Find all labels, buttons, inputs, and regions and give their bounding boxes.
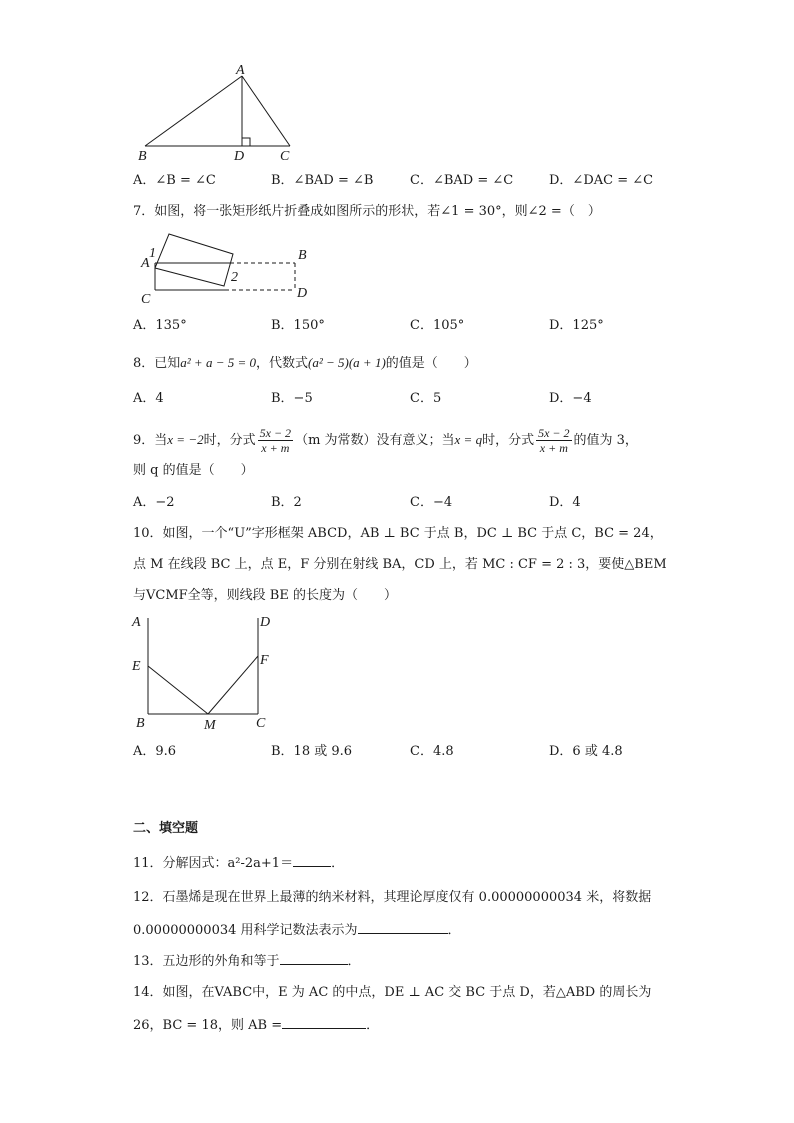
q14-question-line2: 26，BC = 18，则 AB = ． <box>133 1014 379 1036</box>
label-e: E <box>132 659 141 674</box>
q6-option-a[interactable]: A．∠B = ∠C <box>133 173 216 188</box>
q10-option-c[interactable]: C．4.8 <box>410 744 454 759</box>
q8-equation: a² + a − 5 = 0 <box>180 355 256 370</box>
label-angle-1: 1 <box>149 246 156 261</box>
q10-option-d[interactable]: D．6 或 4.8 <box>549 744 623 759</box>
label-c: C <box>280 149 290 164</box>
q7-option-a[interactable]: A．135° <box>133 318 187 333</box>
q6-option-d[interactable]: D．∠DAC = ∠C <box>549 173 654 188</box>
label-a: A <box>236 63 245 78</box>
q12-answer-blank[interactable] <box>358 919 448 934</box>
label-a: A <box>132 615 141 630</box>
q10-question-line2: 点 M 在线段 BC 上，点 E，F 分别在射线 BA，CD 上，若 MC : CF = 2 : 3，要使△BEM <box>133 557 667 572</box>
q9-fraction-2: $\frac{5x - 2}{x + m}$ <box>538 426 570 455</box>
q12-question-line2: 0.00000000034 用科学记数法表示为 ． <box>133 919 461 941</box>
q10-question-line1: 10．如图，一个“U”字形框架 ABCD，AB ⊥ BC 于点 B，DC ⊥ BC 于点 C，BC = 24， <box>133 526 663 541</box>
q9-fraction-1: $\frac{5x - 2}{x + m}$ <box>259 426 292 455</box>
label-c: C <box>256 716 266 731</box>
q10-option-a[interactable]: A．9.6 <box>133 744 177 759</box>
label-c: C <box>141 292 151 307</box>
q10-question-line3: 与VCMF全等，则线段 BE 的长度为（ ） <box>133 588 397 603</box>
label-m: M <box>204 718 216 733</box>
triangle-figure-q6 <box>130 62 300 168</box>
q9-option-c[interactable]: C．−4 <box>410 495 453 510</box>
q9-option-a[interactable]: A．−2 <box>133 495 175 510</box>
q7-option-d[interactable]: D．125° <box>549 318 604 333</box>
folded-rectangle-figure-q7 <box>135 228 325 308</box>
label-f: F <box>260 653 269 668</box>
q8-expression: (a² − 5)(a + 1) <box>308 355 386 370</box>
q13-question: 13．五边形的外角和等于 ． <box>133 950 361 972</box>
q7-option-c[interactable]: C．105° <box>410 318 465 333</box>
q11-question: 11．分解因式：a²-2a+1＝ ． <box>133 852 344 874</box>
label-b: B <box>138 149 147 164</box>
q8-option-c[interactable]: C．5 <box>410 391 442 406</box>
q14-question-line1: 14．如图，在VABC中，E 为 AC 的中点，DE ⊥ AC 交 BC 于点 D，若△ABD 的周长为 <box>133 985 652 1000</box>
q7-option-b[interactable]: B．150° <box>271 318 325 333</box>
q9-option-b[interactable]: B．2 <box>271 495 302 510</box>
q7-question: 7．如图，将一张矩形纸片折叠成如图所示的形状，若∠1 = 30°，则∠2 =（ ） <box>133 204 601 219</box>
q9-question-line2: 则 q 的值是（ ） <box>133 463 254 478</box>
q9-option-d[interactable]: D．4 <box>549 495 581 510</box>
q14-answer-blank[interactable] <box>282 1014 366 1029</box>
q10-option-b[interactable]: B．18 或 9.6 <box>271 744 353 759</box>
q6-option-b[interactable]: B．∠BAD = ∠B <box>271 173 374 188</box>
label-b: B <box>136 716 145 731</box>
u-frame-figure-q10 <box>128 610 278 735</box>
q8-question: 8．已知a² + a − 5 = 0，代数式(a² − 5)(a + 1)的值是（ ） <box>133 355 477 371</box>
q8-option-a[interactable]: A．4 <box>133 391 164 406</box>
label-b: B <box>298 248 307 263</box>
q9-question-line1: 9．当x = −2时，分式 $\frac{5x - 2}{x + m}$ （m 为常数）没有意义；当x = q时，分式 $\frac{5x - 2}{x + m}$ 的值为 3， <box>133 426 638 455</box>
q11-answer-blank[interactable] <box>293 852 331 867</box>
label-d: D <box>297 286 308 301</box>
label-angle-2: 2 <box>231 270 238 285</box>
q6-option-c[interactable]: C．∠BAD = ∠C <box>410 173 514 188</box>
label-a: A <box>141 256 150 271</box>
label-d: D <box>260 615 271 630</box>
label-d: D <box>234 149 245 164</box>
q8-option-b[interactable]: B．−5 <box>271 391 313 406</box>
q12-question-line1: 12．石墨烯是现在世界上最薄的纳米材料，其理论厚度仅有 0.00000000034 米，将数据 <box>133 890 652 905</box>
section-title-fill-in: 二、填空题 <box>133 821 199 836</box>
q13-answer-blank[interactable] <box>280 950 348 965</box>
q8-option-d[interactable]: D．−4 <box>549 391 592 406</box>
